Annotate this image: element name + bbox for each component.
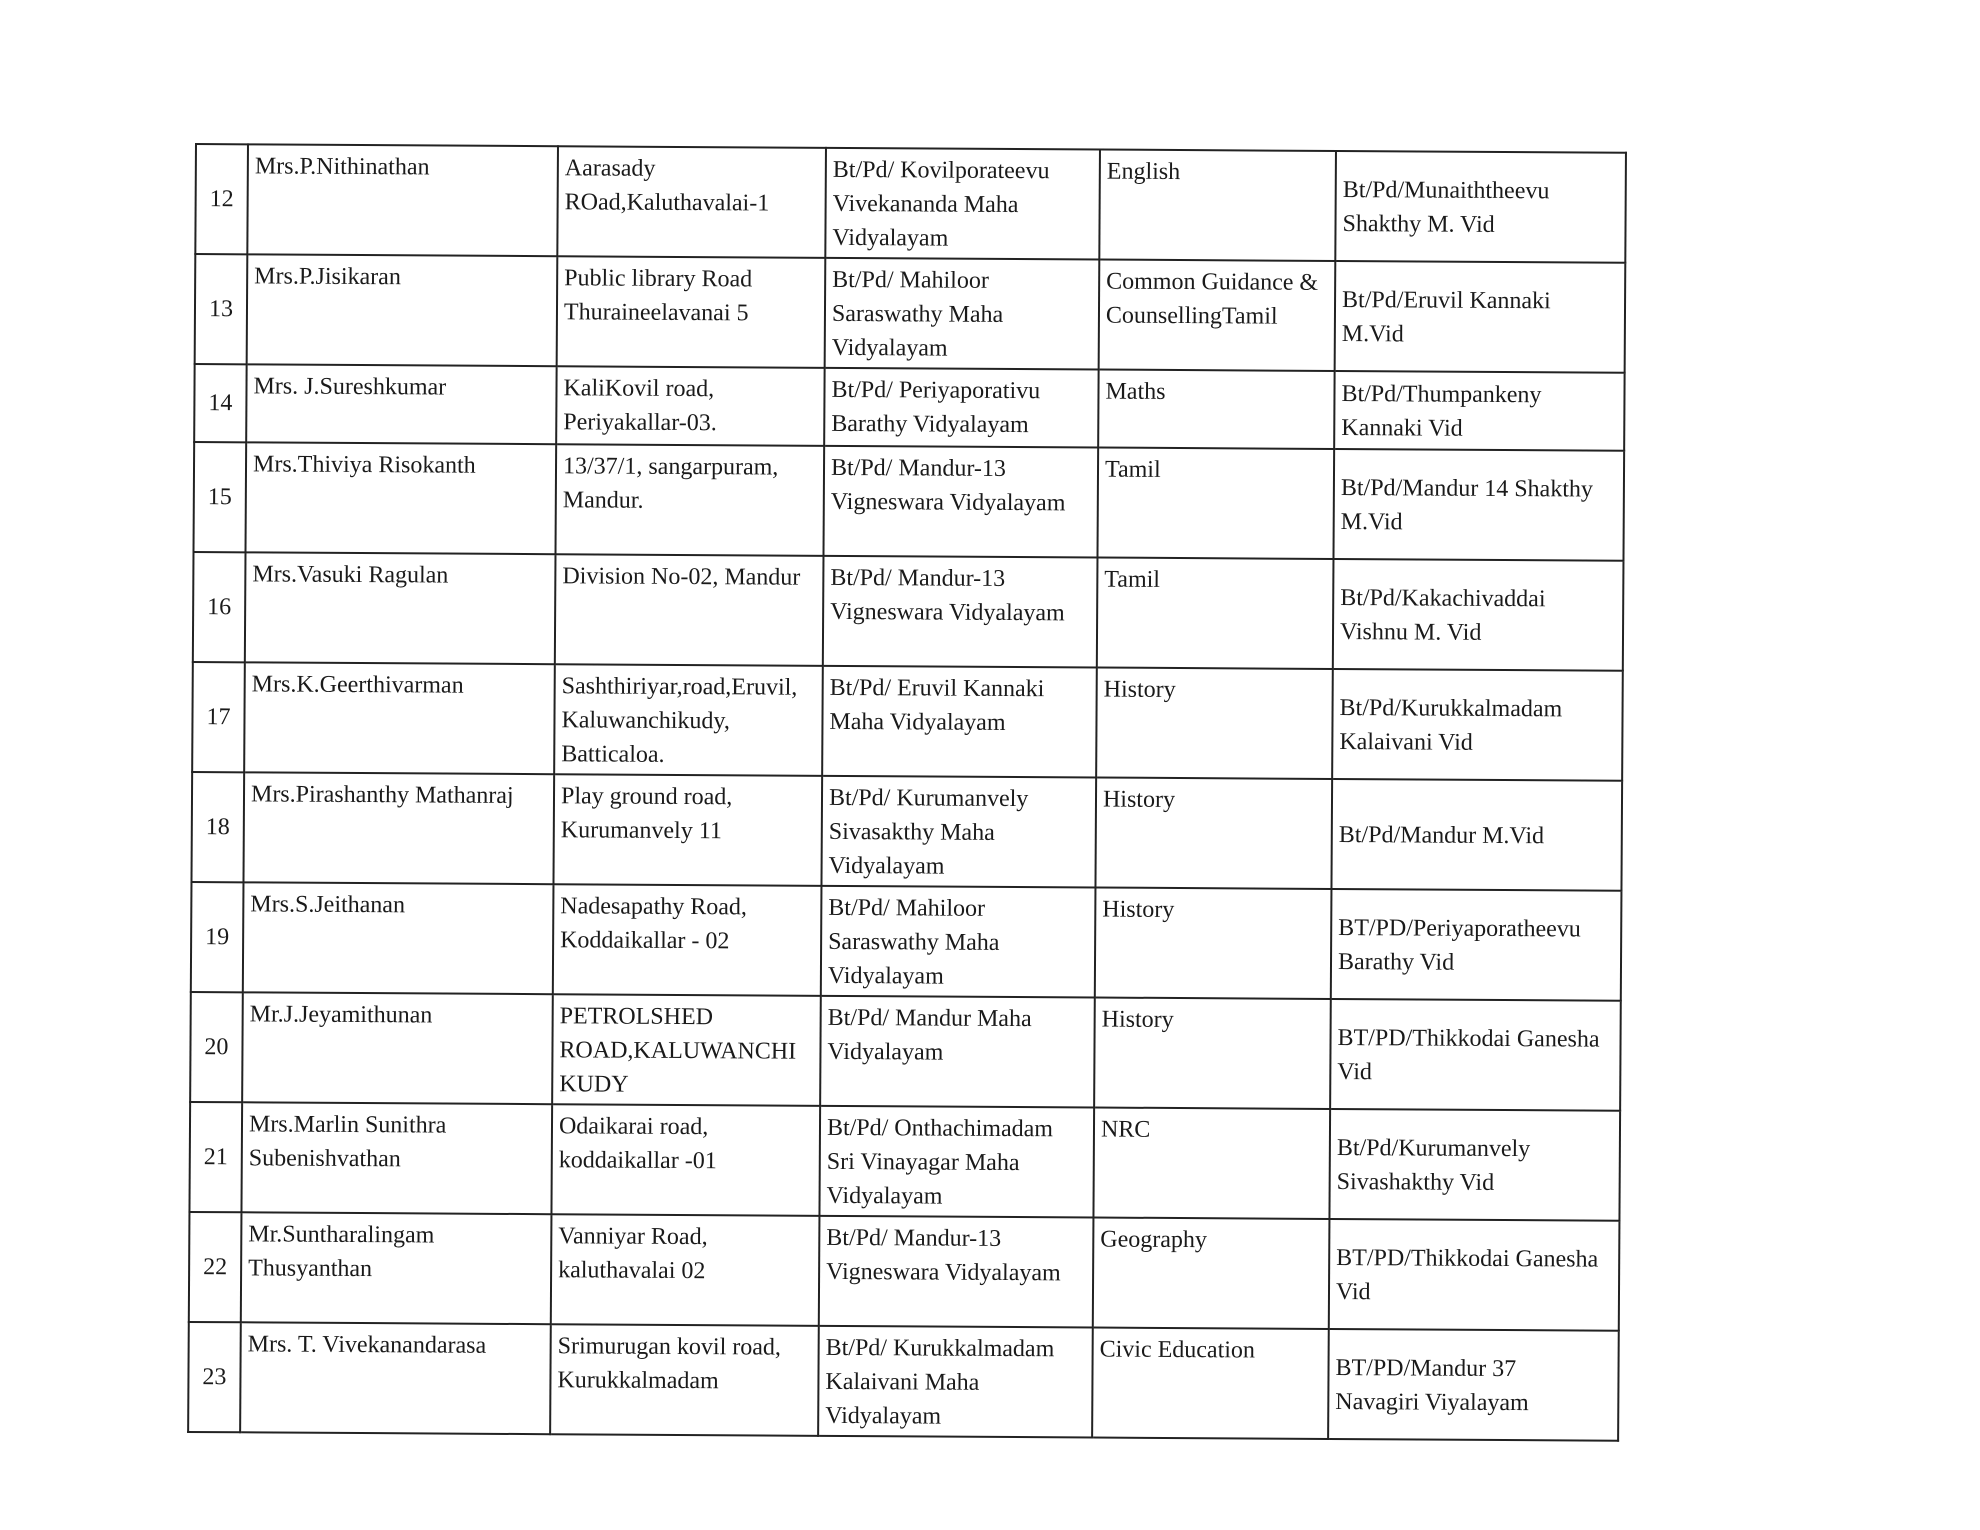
new-school-cell-line: Navagiri Viyalayam — [1335, 1388, 1529, 1417]
new-school-cell-line: Shakthy M. Vid — [1342, 211, 1495, 238]
current-school-cell-line: Vigneswara Vidyalayam — [826, 1258, 1061, 1287]
address-cell-line: Koddaikallar - 02 — [560, 927, 730, 955]
address-cell — [551, 1104, 820, 1216]
address-cell-line: Thuraineelavanai 5 — [563, 299, 749, 327]
current-school-cell-line: Kalaivani Maha — [825, 1368, 980, 1396]
address-cell-line: Odaikarai road, — [558, 1113, 709, 1141]
subject-cell-line: Civic Education — [1099, 1336, 1256, 1364]
address-cell — [553, 884, 822, 996]
subject-cell — [1094, 998, 1331, 1109]
address-cell-line: Kaluwanchikudy, — [561, 707, 730, 735]
current-school-cell-line: Saraswathy Maha — [828, 928, 1000, 956]
new-school-cell — [1328, 1329, 1619, 1441]
subject-cell — [1093, 1108, 1330, 1219]
serial-number-cell: 17 — [192, 662, 245, 772]
current-school-cell-line: Barathy Vidyalayam — [831, 410, 1029, 439]
address-cell-line: PETROLSHED — [559, 1003, 714, 1031]
table-row — [194, 442, 1625, 561]
new-school-cell-line: Bt/Pd/Mandur M.Vid — [1338, 822, 1545, 850]
current-school-cell-line: Vidyalayam — [827, 1038, 944, 1066]
subject-cell — [1097, 448, 1334, 559]
current-school-cell — [825, 148, 1100, 260]
new-school-cell-line: Bt/Pd/Mandur 14 Shakthy — [1340, 475, 1594, 503]
current-school-cell-line: Vigneswara Vidyalayam — [830, 598, 1065, 627]
table-row — [195, 254, 1626, 373]
address-cell — [554, 664, 823, 776]
table-row — [189, 1102, 1620, 1221]
table-row — [195, 144, 1626, 263]
subject-cell-line: Maths — [1105, 378, 1166, 405]
teacher-name-cell: Mrs. J.Sureshkumar — [246, 364, 556, 444]
subject-cell-line: Tamil — [1104, 566, 1161, 593]
current-school-cell-line: Bt/Pd/ Kurumanvely — [828, 784, 1029, 813]
serial-number-cell: 22 — [189, 1212, 242, 1322]
current-school-cell-line: Bt/Pd/ Eruvil Kannaki — [829, 674, 1045, 703]
address-cell — [552, 994, 821, 1106]
current-school-cell-line: Bt/Pd/ Mahiloor — [828, 894, 986, 922]
subject-cell-line: Common Guidance & — [1106, 268, 1319, 296]
current-school-cell-line: Vidyalayam — [825, 1402, 942, 1430]
table-row — [188, 1322, 1619, 1441]
teacher-name-cell: Mrs.P.Jisikaran — [247, 254, 558, 366]
teacher-name-cell: Mrs.P.Nithinathan — [247, 144, 558, 256]
current-school-cell-line: Bt/Pd/ Kovilporateevu — [832, 156, 1050, 185]
address-cell — [550, 1324, 819, 1436]
address-cell-line: Kurumanvely 11 — [560, 817, 722, 845]
current-school-cell-line: Vidyalayam — [832, 224, 949, 252]
address-cell-line: Nadesapathy Road, — [560, 893, 748, 921]
new-school-cell-line: Kalaivani Vid — [1339, 729, 1473, 756]
current-school-cell-line: Sri Vinayagar Maha — [826, 1148, 1020, 1177]
current-school-cell-line: Bt/Pd/ Kurukkalmadam — [825, 1334, 1055, 1363]
new-school-cell-line: Bt/Pd/Eruvil Kannaki — [1341, 287, 1551, 315]
address-cell-line: Division No-02, Mandur — [562, 563, 801, 591]
table-row — [192, 662, 1623, 781]
address-cell-line: ROad,Kaluthavalai-1 — [564, 189, 770, 217]
current-school-cell — [822, 666, 1097, 778]
current-school-cell-line: Saraswathy Maha — [831, 300, 1004, 328]
address-cell-line: Periyakallar-03. — [563, 409, 717, 437]
new-school-cell-line: Vid — [1337, 1058, 1372, 1086]
current-school-cell-line: Vidyalayam — [826, 1182, 943, 1210]
subject-cell — [1098, 370, 1334, 449]
current-school-cell — [825, 258, 1100, 370]
address-cell-line: Aarasady — [564, 155, 656, 182]
subject-cell-line: History — [1102, 896, 1175, 923]
serial-number-cell: 14 — [194, 364, 246, 442]
subject-cell — [1093, 1218, 1330, 1329]
serial-number-cell: 15 — [194, 442, 247, 552]
current-school-cell — [824, 368, 1098, 448]
serial-number-cell: 18 — [191, 772, 244, 882]
teacher-name-cell: Mrs.Vasuki Ragulan — [245, 552, 556, 664]
serial-number-cell: 20 — [190, 992, 243, 1102]
subject-cell-line: NRC — [1100, 1116, 1151, 1143]
serial-number-cell: 23 — [188, 1322, 241, 1432]
address-cell — [551, 1214, 820, 1326]
new-school-cell-line: Vishnu M. Vid — [1339, 619, 1482, 646]
subject-cell — [1097, 558, 1334, 669]
teacher-name-cell: Mrs.Thiviya Risokanth — [246, 442, 557, 554]
subject-cell — [1095, 778, 1332, 889]
new-school-cell-line: Bt/Pd/Kurumanvely — [1336, 1134, 1531, 1163]
address-cell-line: Kurukkalmadam — [557, 1367, 719, 1395]
serial-number-cell: 12 — [195, 144, 248, 254]
subject-cell-line: Tamil — [1104, 456, 1161, 483]
table-row — [193, 552, 1624, 671]
current-school-cell-line: Maha Vidyalayam — [829, 708, 1006, 736]
address-cell — [555, 444, 824, 556]
current-school-cell — [820, 996, 1095, 1108]
new-school-cell — [1335, 151, 1626, 263]
address-cell-line: Play ground road, — [560, 783, 733, 811]
subject-cell-line: Geography — [1100, 1226, 1208, 1254]
new-school-cell — [1333, 449, 1624, 561]
table-row — [191, 882, 1622, 1001]
table-row — [189, 1212, 1620, 1331]
teacher-name-cell: Mrs.Pirashanthy Mathanraj — [243, 772, 554, 884]
subject-cell-line: History — [1102, 786, 1176, 813]
current-school-cell-line: Bt/Pd/ Periyaporativu — [831, 376, 1041, 405]
new-school-cell-line: Bt/Pd/Thumpankeny — [1341, 381, 1542, 409]
current-school-cell-line: Vidyalayam — [831, 334, 948, 362]
address-cell-line: KaliKovil road, — [563, 375, 715, 403]
subject-cell-line: CounsellingTamil — [1105, 302, 1278, 330]
subject-cell — [1096, 668, 1333, 779]
new-school-cell — [1331, 889, 1622, 1001]
current-school-cell — [821, 886, 1096, 998]
address-cell-line: Vanniyar Road, — [558, 1223, 708, 1251]
teacher-transfer-table — [187, 143, 1627, 1442]
current-school-cell-line: Bt/Pd/ Mandur-13 — [830, 454, 1006, 482]
new-school-cell — [1333, 559, 1624, 671]
teacher-name-cell: Mrs.Marlin Sunithra Subenishvathan — [241, 1102, 552, 1214]
current-school-cell-line: Bt/Pd/ Onthachimadam — [826, 1114, 1054, 1143]
address-cell-line: Public library Road — [564, 265, 753, 293]
current-school-cell-line: Vidyalayam — [827, 962, 944, 990]
table-row — [191, 772, 1622, 891]
current-school-cell — [818, 1326, 1093, 1438]
current-school-cell — [821, 776, 1096, 888]
current-school-cell-line: Bt/Pd/ Mandur-13 — [826, 1224, 1002, 1252]
new-school-cell-line: Kannaki Vid — [1341, 415, 1463, 442]
address-cell — [556, 366, 824, 446]
current-school-cell-line: Bt/Pd/ Mandur-13 — [830, 564, 1006, 592]
new-school-cell-line: M.Vid — [1341, 321, 1404, 348]
current-school-cell-line: Vivekananda Maha — [832, 190, 1019, 219]
current-school-cell-line: Bt/Pd/ Mahiloor — [832, 266, 989, 294]
subject-cell — [1099, 150, 1336, 261]
new-school-cell-line: Bt/Pd/Kakachivaddai — [1340, 585, 1546, 613]
address-cell — [555, 554, 824, 666]
new-school-cell-line: Bt/Pd/Munaiththeevu — [1342, 177, 1550, 205]
address-cell-line: 13/37/1, sangarpuram, — [562, 453, 779, 481]
serial-number-cell: 19 — [191, 882, 244, 992]
address-cell-line: Sashthiriyar,road,Eruvil, — [561, 673, 798, 701]
new-school-cell — [1329, 1219, 1620, 1331]
serial-number-cell: 21 — [189, 1102, 242, 1212]
new-school-cell — [1335, 261, 1626, 373]
address-cell — [553, 774, 822, 886]
teacher-name-cell: Mrs.S.Jeithanan — [243, 882, 554, 994]
subject-cell-line: History — [1103, 676, 1176, 704]
new-school-cell — [1330, 999, 1621, 1111]
address-cell-line: kaluthavalai 02 — [558, 1257, 706, 1285]
new-school-cell — [1329, 1109, 1620, 1221]
new-school-cell-line: BT/PD/Mandur 37 — [1335, 1354, 1517, 1383]
address-cell-line: KUDY — [559, 1071, 629, 1098]
teacher-name-cell: Mrs.K.Geerthivarman — [244, 662, 555, 774]
new-school-cell — [1334, 371, 1624, 451]
table-row — [190, 992, 1621, 1111]
current-school-cell — [819, 1106, 1094, 1218]
new-school-cell — [1332, 669, 1623, 781]
address-cell — [557, 146, 826, 258]
new-school-cell-line: Bt/Pd/Kurukkalmadam — [1339, 695, 1563, 723]
teacher-name-cell: Mr.J.Jeyamithunan — [242, 992, 553, 1104]
subject-cell — [1095, 888, 1332, 999]
current-school-cell — [823, 446, 1098, 558]
address-cell-line: Mandur. — [562, 487, 644, 514]
current-school-cell-line: Vigneswara Vidyalayam — [830, 488, 1066, 517]
new-school-cell-line: M.Vid — [1340, 509, 1403, 536]
current-school-cell — [823, 556, 1098, 668]
subject-cell — [1092, 1328, 1329, 1439]
table-body — [188, 144, 1626, 1441]
address-cell-line: Batticaloa. — [561, 741, 665, 768]
current-school-cell-line: Bt/Pd/ Mandur Maha — [827, 1004, 1032, 1033]
address-cell — [557, 256, 826, 368]
current-school-cell-line: Vidyalayam — [828, 852, 945, 880]
serial-number-cell: 16 — [193, 552, 246, 662]
address-cell-line: koddaikallar -01 — [558, 1147, 717, 1175]
serial-number-cell: 13 — [195, 254, 248, 364]
current-school-cell-line: Sivasakthy Maha — [828, 818, 995, 846]
address-cell-line: ROAD,KALUWANCHI — [559, 1037, 797, 1065]
subject-cell-line: History — [1101, 1006, 1174, 1033]
new-school-cell-line: BT/PD/Thikkodai Ganesha — [1336, 1244, 1599, 1273]
new-school-cell-line: BT/PD/Thikkodai Ganesha — [1337, 1024, 1600, 1053]
address-cell-line: Srimurugan kovil road, — [557, 1333, 782, 1361]
new-school-cell-line: BT/PD/Periyaporatheevu — [1338, 914, 1581, 943]
subject-cell — [1099, 260, 1336, 371]
new-school-cell — [1331, 779, 1622, 891]
table-row — [194, 364, 1624, 451]
teacher-name-cell: Mr.Suntharalingam Thusyanthan — [241, 1212, 552, 1324]
new-school-cell-line: Sivashakthy Vid — [1336, 1168, 1495, 1196]
subject-cell-line: English — [1106, 158, 1181, 186]
new-school-cell-line: Barathy Vid — [1337, 948, 1455, 976]
new-school-cell-line: Vid — [1335, 1278, 1371, 1306]
teacher-name-cell: Mrs. T. Vivekanandarasa — [240, 1322, 551, 1434]
current-school-cell — [819, 1216, 1094, 1328]
